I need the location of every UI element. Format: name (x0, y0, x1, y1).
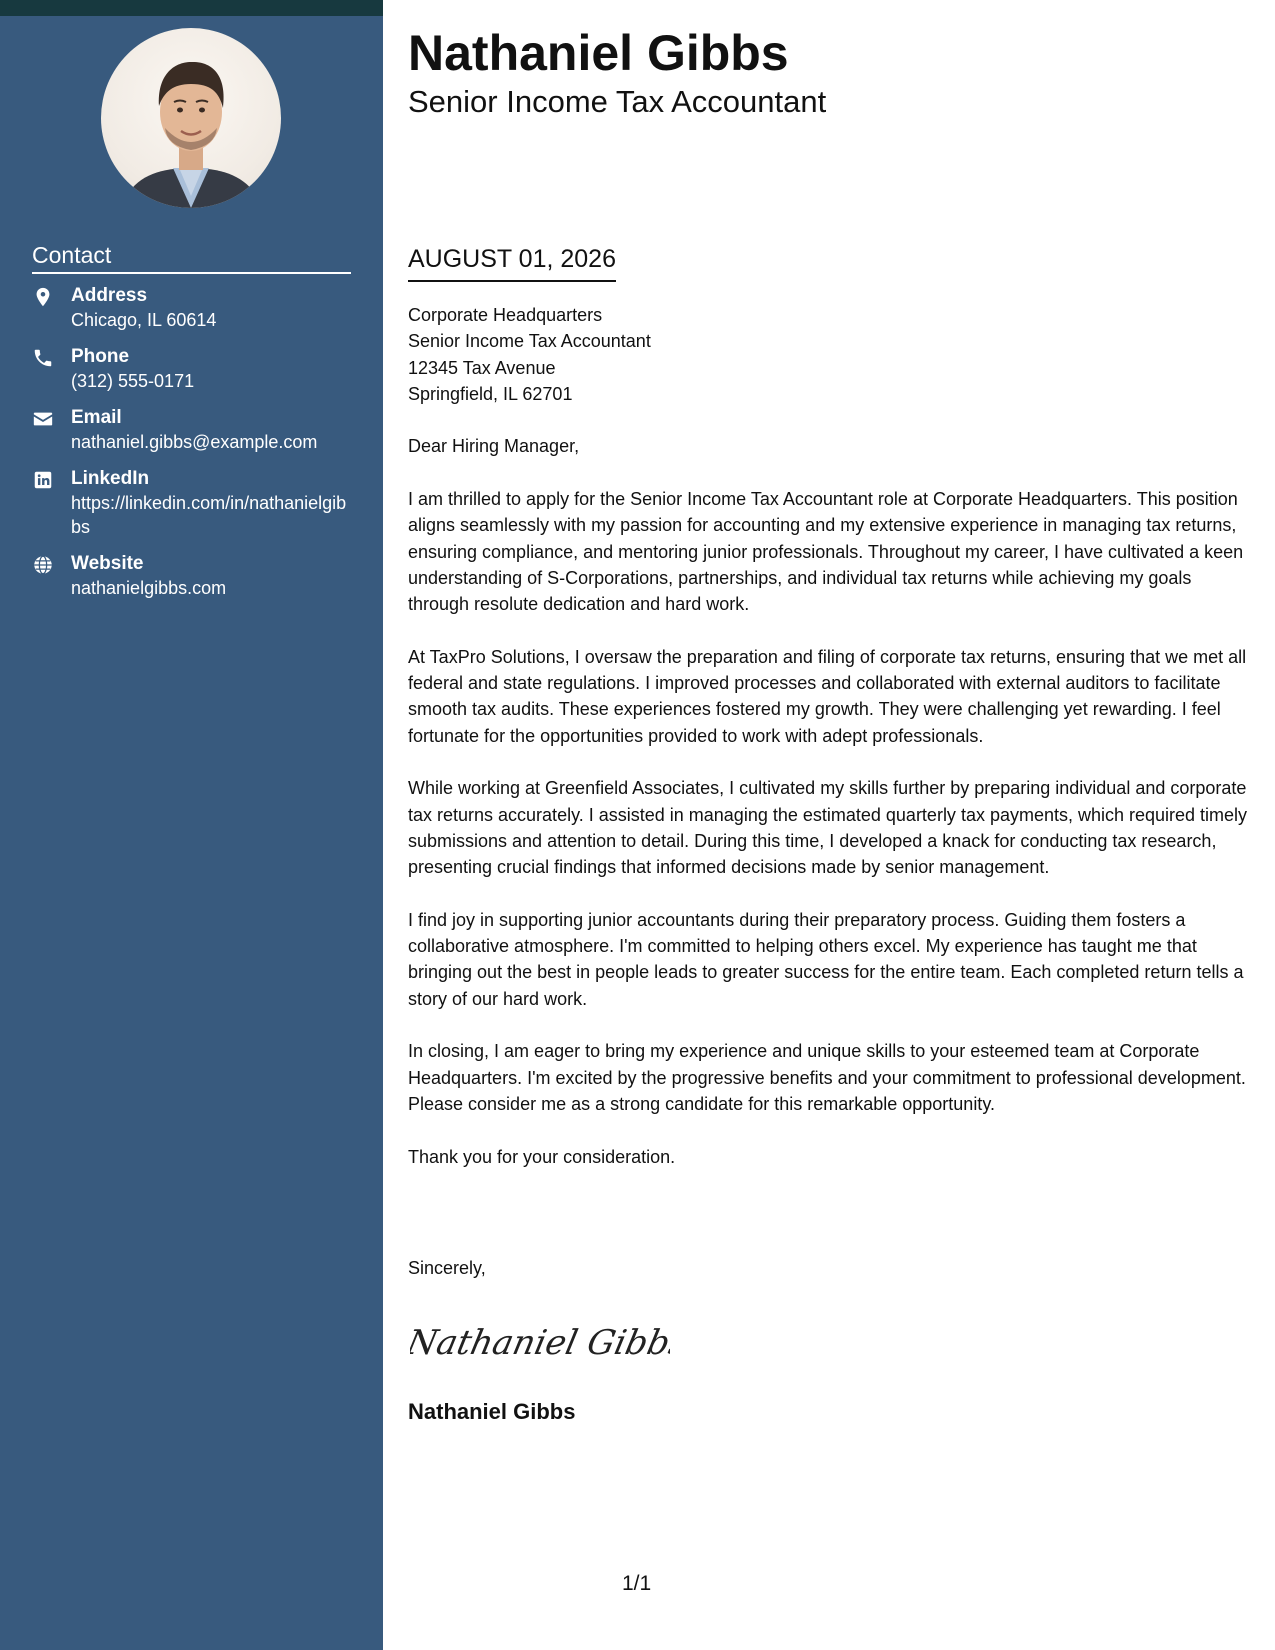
contact-label: Website (71, 553, 144, 574)
recipient-line: 12345 Tax Avenue (408, 357, 556, 378)
contact-item-linkedin (32, 467, 352, 539)
linkedin-icon (32, 469, 54, 491)
contact-label: Phone (71, 346, 130, 367)
address-value: Chicago, IL 60614 (71, 310, 217, 330)
body-paragraph: I am thrilled to apply for the Senior Income Tax Accountant role at Corporate Headquarters. This position aligns seamlessly with my passion for accounting and my extensive experience in managing tax returns, ensuring compliance, and mentoring junior professionals. Throughout my career, I have cultivated a keen understanding of S-Corporations, partnerships, and individual tax returns while achieving my goals through resolute dedication and hard work. (408, 489, 1244, 615)
page-number: 1/1 (622, 1572, 652, 1595)
handwritten-signature (410, 1312, 670, 1373)
contact-item-website (32, 552, 352, 600)
contact-item-phone (32, 345, 352, 393)
body-paragraph: While working at Greenfield Associates, I cultivated my skills further by preparing individual and corporate tax returns accurately. I assisted in managing the estimated quarterly tax payments, which required timely submissions and attention to detail. During this time, I developed a knack for conducting tax research, presenting crucial findings that informed decisions made by senior management. (408, 778, 1248, 878)
avatar (101, 28, 281, 208)
page-title: Nathaniel Gibbs (408, 25, 789, 81)
sidebar-top-bar (0, 0, 383, 16)
contact-list (32, 284, 352, 613)
letter-body (408, 302, 1253, 1196)
contact-item-email (32, 406, 352, 454)
linkedin-value[interactable]: https://linkedin.com/in/nathanielgibbs (71, 493, 347, 537)
recipient-line: Corporate Headquarters (408, 305, 603, 325)
recipient-line: Springfield, IL 62701 (408, 383, 573, 404)
salutation: Dear Hiring Manager, (408, 436, 580, 457)
map-pin-icon (32, 286, 54, 308)
svg-text:Nathaniel Gibbs: Nathaniel Gibbs (410, 1323, 670, 1363)
signed-name: Nathaniel Gibbs (408, 1399, 576, 1424)
job-title: Senior Income Tax Accountant (408, 84, 827, 119)
globe-icon (32, 554, 54, 576)
phone-icon (32, 347, 54, 369)
contact-item-address (32, 284, 352, 332)
body-paragraph: In closing, I am eager to bring my experience and unique skills to your esteemed team at Corporate Headquarters. I'm excited by the progressive benefits and your commitment to professional development. Please consider me as a strong candidate for this remarkable opportunity. (408, 1041, 1246, 1114)
letter-date: AUGUST 01, 2026 (408, 244, 616, 282)
contact-label: LinkedIn (71, 468, 150, 489)
contact-heading: Contact (32, 240, 351, 274)
email-value[interactable]: nathaniel.gibbs@example.com (71, 432, 318, 452)
website-value[interactable]: nathanielgibbs.com (71, 578, 227, 598)
recipient-address (408, 302, 1253, 407)
contact-label: Email (71, 407, 122, 428)
contact-label: Address (71, 285, 148, 306)
phone-value[interactable]: (312) 555-0171 (71, 371, 195, 391)
body-paragraph: At TaxPro Solutions, I oversaw the preparation and filing of corporate tax returns, ensuring that we met all federal and state regulations. I improved processes and collaborated with external auditors to facilitate smooth tax audits. These experiences fostered my growth. They were challenging yet rewarding. I feel fortunate for the opportunities provided to work with adept professionals. (408, 646, 1247, 746)
recipient-line: Senior Income Tax Accountant (408, 331, 651, 352)
body-paragraph: I find joy in supporting junior accountants during their preparatory process. Guiding them fosters a collaborative atmosphere. I'm committed to helping others excel. My experience has taught me that bringing out the best in people leads to greater success for the entire team. Each completed return tells a story of our hard work. (408, 909, 1244, 1009)
thanks-line: Thank you for your consideration. (408, 1146, 676, 1167)
sidebar (0, 0, 383, 1650)
envelope-icon (32, 408, 54, 430)
signoff: Sincerely, (408, 1258, 486, 1278)
